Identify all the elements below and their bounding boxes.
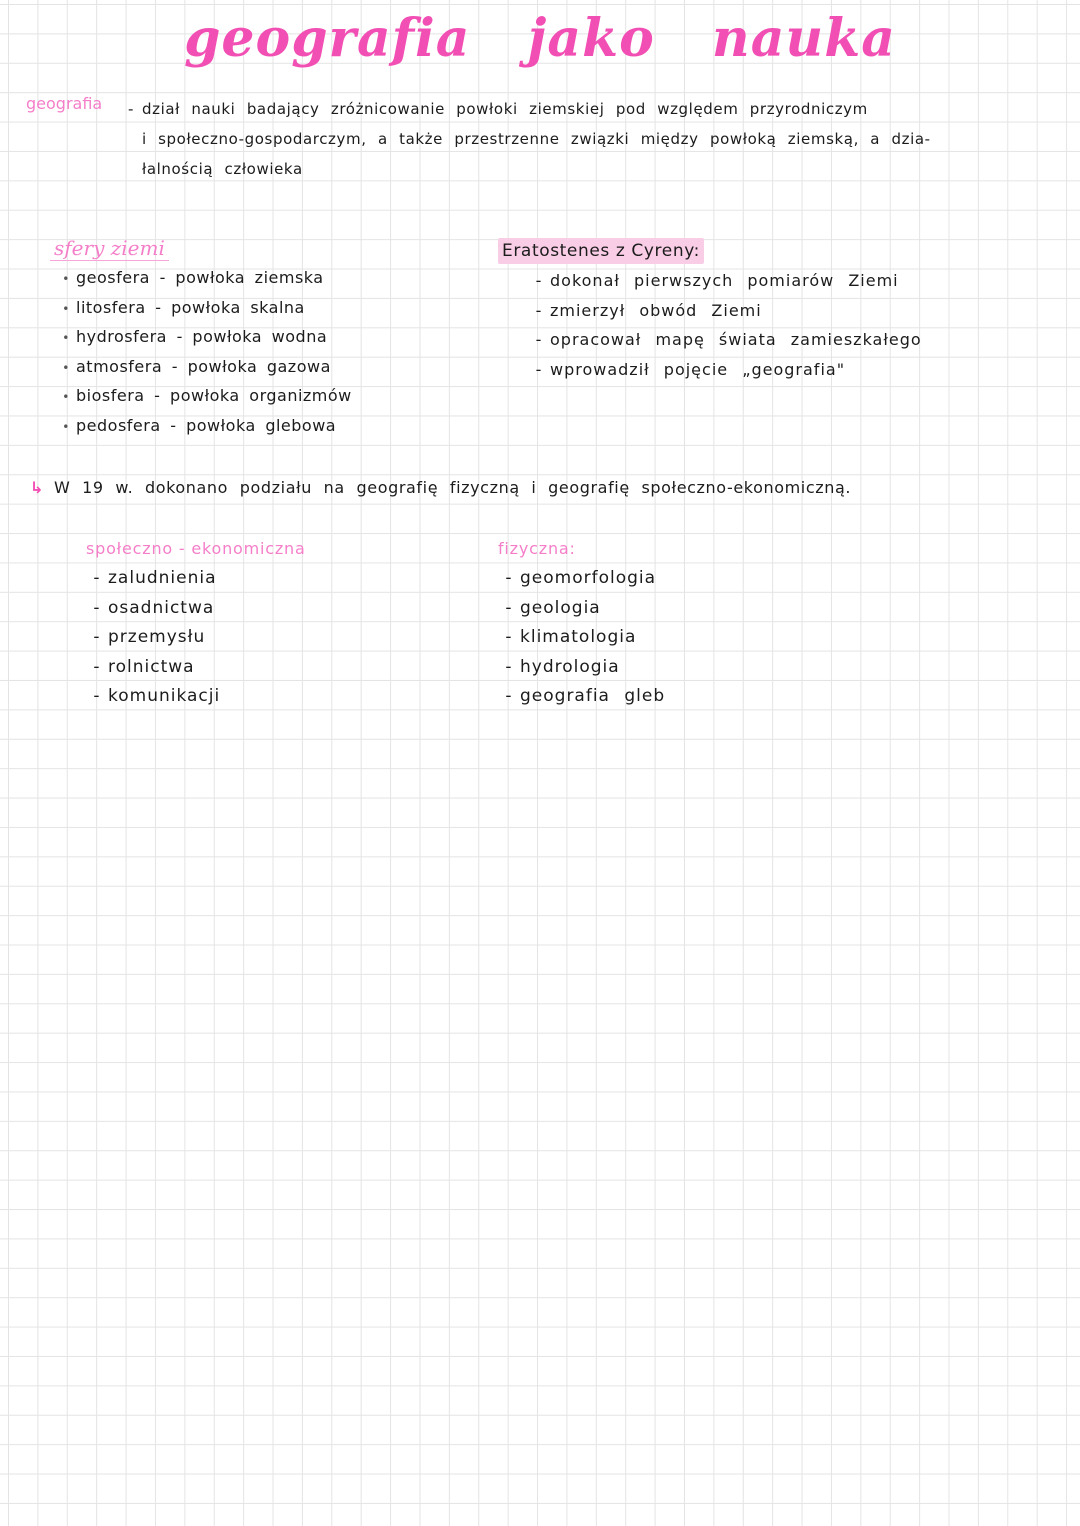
- dash-icon: -: [505, 597, 513, 618]
- bullet-icon: •: [62, 272, 70, 286]
- sphere-item-litosfera: litosfera - powłoka skalna: [76, 297, 305, 317]
- dash-icon: -: [93, 656, 101, 677]
- list-item: [86, 653, 466, 683]
- physical-item: hydrologia: [520, 656, 620, 677]
- division-note: [30, 478, 851, 497]
- list-item: [46, 381, 446, 411]
- dash-icon: -: [93, 627, 101, 648]
- eratosthenes-item: dokonał pierwszych pomiarów Ziemi: [550, 271, 899, 290]
- dash-icon: -: [535, 271, 543, 290]
- list-item: [46, 322, 446, 352]
- list-item: [46, 293, 446, 323]
- dash-icon: -: [505, 627, 513, 648]
- division-note-text: W 19 w. dokonano podziału na geografię fizyczną i geografię społeczno-ekonomiczną.: [54, 478, 852, 497]
- list-item: [46, 263, 446, 293]
- definition-line-2: i społeczno-gospodarczym, a także przestrzenne związki między powłoką ziemską, a dzia-: [142, 130, 931, 148]
- bullet-icon: •: [62, 331, 70, 346]
- dash-icon: -: [93, 686, 101, 707]
- sphere-item-atmosfera: atmosfera - powłoka gazowa: [76, 356, 331, 376]
- definition-dash: -: [128, 100, 135, 118]
- list-item: [86, 564, 466, 594]
- socio-economic-title: społeczno - ekonomiczna: [86, 539, 306, 558]
- list-item: [498, 594, 878, 624]
- bullet-icon: •: [62, 390, 70, 405]
- eratosthenes-item: zmierzył obwód Ziemi: [550, 300, 762, 320]
- list-item: [528, 325, 1018, 355]
- dash-icon: -: [505, 568, 513, 588]
- physical-item: geologia: [520, 597, 601, 618]
- socio-economic-section: [86, 536, 466, 712]
- eratosthenes-section: [498, 238, 1018, 384]
- list-item: [86, 682, 466, 712]
- socio-item: przemysłu: [108, 627, 206, 648]
- list-item: [498, 564, 878, 594]
- eratosthenes-item: opracował mapę świata zamieszkałego: [550, 330, 922, 350]
- page-title: geografia jako nauka: [184, 8, 896, 69]
- socio-item: zaludnienia: [108, 568, 217, 588]
- dash-icon: -: [505, 656, 513, 677]
- sphere-item-geosfera: geosfera - powłoka ziemska: [76, 268, 324, 287]
- spheres-list: [46, 263, 446, 441]
- dash-icon: -: [505, 686, 513, 707]
- physical-item: klimatologia: [520, 627, 637, 648]
- spheres-section: [46, 236, 446, 441]
- dash-icon: -: [535, 359, 543, 379]
- bullet-icon: •: [62, 360, 70, 375]
- eratosthenes-list: [528, 266, 1018, 384]
- socio-item: komunikacji: [108, 686, 221, 707]
- physical-list: [498, 564, 878, 712]
- arrow-icon: ↳: [30, 478, 45, 497]
- list-item: [46, 352, 446, 382]
- list-item: [86, 594, 466, 624]
- dash-icon: -: [93, 568, 101, 588]
- definition-term: geografia: [26, 94, 103, 113]
- physical-item: geografia gleb: [520, 686, 666, 707]
- dash-icon: -: [535, 330, 543, 350]
- socio-item: osadnictwa: [108, 597, 215, 618]
- physical-section: [498, 536, 878, 712]
- list-item: [528, 355, 1018, 385]
- definition-text: [128, 94, 1058, 184]
- eratosthenes-title: Eratostenes z Cyreny:: [498, 238, 704, 264]
- sphere-item-hydrosfera: hydrosfera - powłoka wodna: [76, 327, 328, 347]
- sphere-item-biosfera: biosfera - powłoka organizmów: [76, 386, 352, 406]
- sphere-item-pedosfera: pedosfera - powłoka glebowa: [76, 415, 337, 435]
- socio-item: rolnictwa: [108, 656, 195, 677]
- bullet-icon: •: [62, 419, 70, 434]
- definition-line-3: łalnością człowieka: [142, 160, 303, 178]
- list-item: [528, 296, 1018, 326]
- list-item: [86, 623, 466, 653]
- list-item: [528, 266, 1018, 296]
- spheres-title: sfery ziemi: [50, 236, 169, 261]
- definition-line-1: [128, 94, 1058, 124]
- list-item: [498, 623, 878, 653]
- physical-title: fizyczna:: [498, 539, 576, 558]
- dash-icon: -: [535, 300, 543, 320]
- socio-economic-list: [86, 564, 466, 712]
- list-item: [498, 682, 878, 712]
- dash-icon: -: [93, 597, 101, 618]
- list-item: [498, 653, 878, 683]
- definition-line-1-text: dział nauki badający zróżnicowanie powłoki ziemskiej pod względem przyrodniczym: [142, 100, 868, 118]
- bullet-icon: •: [62, 301, 70, 316]
- eratosthenes-item: wprowadził pojęcie „geografia": [550, 359, 846, 379]
- list-item: [46, 411, 446, 441]
- physical-item: geomorfologia: [520, 568, 657, 588]
